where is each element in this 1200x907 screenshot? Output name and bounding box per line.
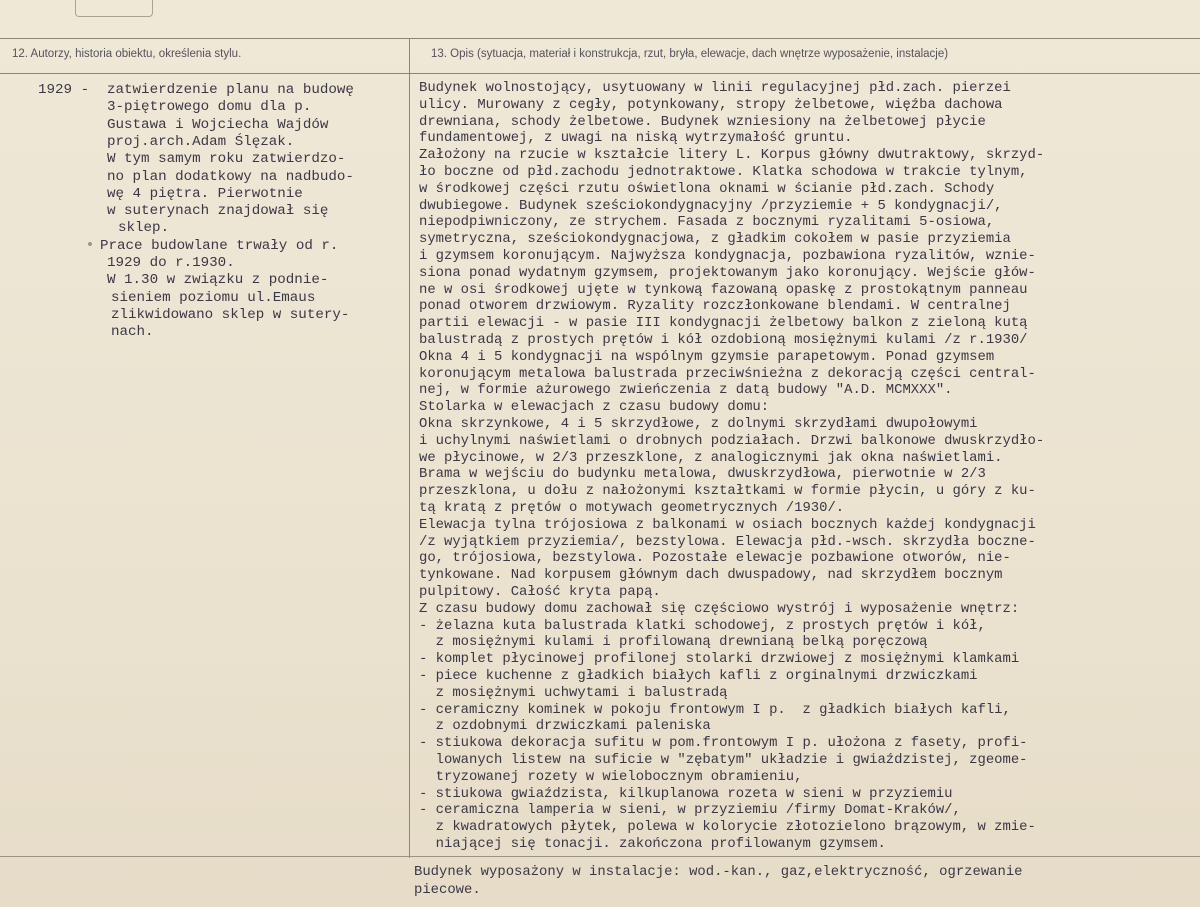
left-line-6: wę 4 piętra. Pierwotnie (107, 185, 303, 202)
right-line-2: drewniana, schody żelbetowe. Budynek wzniesiony na żelbetowej płycie (419, 113, 986, 130)
left-line-3: proj.arch.Adam Ślęzak. (107, 133, 295, 150)
left-line-9: Prace budowlane trwały od r. (100, 237, 339, 254)
right-line-10: i gzymsem koronującym. Najwyższa kondygnacja, pozbawiona ryzalitów, wznie- (419, 248, 1036, 264)
column-divider (409, 38, 410, 858)
card-tab (75, 0, 153, 17)
right-line-24: przeszklona, u dołu z nałożonymi kształtkami w formie płycin, u góry z ku- (419, 483, 1036, 500)
right-line-40: lowanych listew na suficie w "zębatym" układzie i gwiaździstej, zgeome- (419, 752, 1028, 768)
right-line-3: fundamentowej, z uwagi na niską wytrzymałość gruntu. (419, 130, 853, 147)
left-line-4: W tym samym roku zatwierdzo- (107, 151, 346, 168)
left-line-1: 3-piętrowego domu dla p. (107, 99, 312, 116)
right-line-5: ło boczne od płd.zachodu jednotraktowe. Klatka schodowa w trakcie tylnym, (419, 164, 1028, 180)
right-line-39: - stiukowa dekoracja sufitu w pom.frontowym I p. ułożona z fasety, profi- (419, 735, 1028, 752)
left-line-12: sieniem poziomu ul.Emaus (111, 289, 316, 306)
right-line-27: /z wyjątkiem przyziemia/, bezstylowa. Elewacja płd.-wsch. skrzydła boczne- (419, 533, 1036, 550)
right-line-9: symetryczna, sześciokondygnacjowa, z gładkim cokołem w pasie przyziemia (419, 231, 1011, 248)
top-rule (0, 38, 1200, 39)
right-line-34: - komplet płycinowej profilonej stolarki drzwiowej z mosiężnymi klamkami (419, 651, 1020, 668)
section-13-header: 13. Opis (sytuacja, materiał i konstrukcja, rzut, bryła, elewacje, dach wnętrze wyposażenie, instalacje) (431, 48, 949, 60)
left-line-14: nach. (111, 324, 154, 341)
right-line-43: - ceramiczna lamperia w sieni, w przyziemiu /firmy Domat-Kraków/, (419, 802, 961, 819)
right-line-16: Okna 4 i 5 kondygnacji na wspólnym gzymsie parapetowym. Ponad gzymsem (419, 348, 995, 365)
right-line-6: w środkowej części rzutu oświetlona oknami w ścianie płd.zach. Schody (419, 180, 995, 197)
right-line-32: - żelazna kuta balustrada klatki schodowej, z prostych prętów i kół, (419, 617, 986, 634)
header-rule (0, 73, 1200, 74)
left-line-2: Gustawa i Wojciecha Wajdów (107, 116, 329, 133)
margin-mark (88, 242, 92, 246)
left-line-7: w suterynach znajdował się (107, 203, 329, 220)
right-line-37: - ceramiczny kominek w pokoju frontowym I p. z gładkich białych kafli, (419, 701, 1011, 718)
left-line-10: 1929 do r.1930. (107, 255, 235, 271)
right-line-7: dwubiegowe. Budynek sześciokondygnacyjny /przyziemie + 5 kondygnacji/, (419, 197, 1003, 214)
right-line-13: ponad otworem drzwiowym. Ryzality rozczłonkowane blendami. W centralnej (419, 298, 1011, 315)
left-line-11: W 1.30 w związku z podnie- (107, 272, 329, 289)
right-line-33: z mosiężnymi kulami i profilowaną drewnianą belką poręczową (419, 634, 928, 651)
right-line-26: Elewacja tylna trójosiowa z balkonami w osiach bocznych każdej kondygnacji (419, 516, 1036, 533)
right-line-45: niającej się tonacji. zakończona profilowanym gzymsem. (419, 836, 886, 852)
right-line-17: koronującym metalowa balustrada przeciwśnieżna z dekoracją części central- (419, 365, 1036, 382)
right-line-20: Okna skrzynkowe, 4 i 5 skrzydłowe, z dolnymi skrzydłami dwupołowymi (419, 416, 978, 432)
right-line-31: Z czasu budowy domu zachował się częściowo wystrój i wyposażenie wnętrz: (419, 600, 1020, 617)
right-line-8: niepodpiwniczony, ze strychem. Fasada z bocznymi ryzalitami 5-osiowa, (419, 214, 995, 231)
right-line-38: z ozdobnymi drzwiczkami paleniska (419, 718, 711, 735)
bottom-rule (0, 856, 1200, 857)
right-line-30: pulpitowy. Całość kryta papą. (419, 584, 661, 600)
right-line-22: we płycinowe, w 2/3 przeszklone, z analogicznymi jak okna naświetlami. (419, 449, 1003, 466)
left-line-8: sklep. (118, 220, 170, 237)
section-12-header: 12. Autorzy, historia obiektu, określenia stylu. (12, 48, 242, 60)
right-line-0: Budynek wolnostojący, usytuowany w linii regulacyjnej płd.zach. pierzei (419, 80, 1011, 96)
right-line-25: tą kratą z prętów o motywach geometrycznych /1930/. (419, 500, 845, 516)
history-year: 1929 - (38, 82, 90, 98)
right-line-15: balustradą z prostych prętów i kół ozdobioną mosiężnymi kulami /z r.1930/ (419, 332, 1028, 348)
left-line-0: zatwierdzenie planu na budowę (107, 82, 354, 98)
right-line-29: tynkowane. Nad korpusem głównym dach dwuspadowy, nad skrzydłem bocznym (419, 567, 1003, 584)
foot-line-1: piecowe. (414, 881, 481, 898)
right-line-42: - stiukowa gwiaździsta, kilkuplanowa rozeta w sieni w przyziemiu (419, 785, 953, 802)
right-line-41: tryzowanej rozety w wielobocznym obramieniu, (419, 768, 803, 785)
right-line-12: ne w osi środkowej ujęte w tynkową fazowaną opaskę z prostokątnym panneau (419, 281, 1028, 298)
right-line-14: partii elewacji - w pasie III kondygnacji żelbetowy balkon z zieloną kutą (419, 315, 1028, 332)
right-line-4: Założony na rzucie w kształcie litery L. Korpus główny dwutraktowy, skrzyd- (419, 147, 1045, 164)
right-line-28: go, trójosiowa, bezstylowa. Pozostałe elewacje pozbawione otworów, nie- (419, 550, 1011, 567)
right-line-36: z mosiężnymi uchwytami i balustradą (419, 684, 728, 701)
right-line-1: ulicy. Murowany z cegły, potynkowany, stropy żelbetowe, więźba dachowa (419, 96, 1003, 113)
left-line-13: zlikwidowano sklep w sutery- (111, 306, 350, 323)
right-line-23: Brama w wejściu do budynku metalowa, dwuskrzydłowa, pierwotnie w 2/3 (419, 466, 986, 483)
right-line-11: siona ponad wydatnym gzymsem, projektowanym jako koronujący. Wejście głów- (419, 264, 1036, 281)
left-line-5: no plan dodatkowy na nadbudo- (107, 168, 354, 185)
right-line-18: nej, w formie ażurowego zwieńczenia z datą budowy "A.D. MCMXXX". (419, 382, 953, 399)
right-line-44: z kwadratowych płytek, polewa w kolorycie złotozielono brązowym, w zmie- (419, 819, 1036, 836)
foot-line-0: Budynek wyposażony w instalacje: wod.-kan., gaz,elektryczność, ogrzewanie (414, 864, 1023, 880)
right-line-19: Stolarka w elewacjach z czasu budowy domu: (419, 399, 770, 416)
right-line-35: - piece kuchenne z gładkich białych kafli z orginalnymi drzwiczkami (419, 668, 978, 684)
right-line-21: i uchylnymi naświetlami o drobnych podziałach. Drzwi balkonowe dwuskrzydło- (419, 432, 1045, 449)
